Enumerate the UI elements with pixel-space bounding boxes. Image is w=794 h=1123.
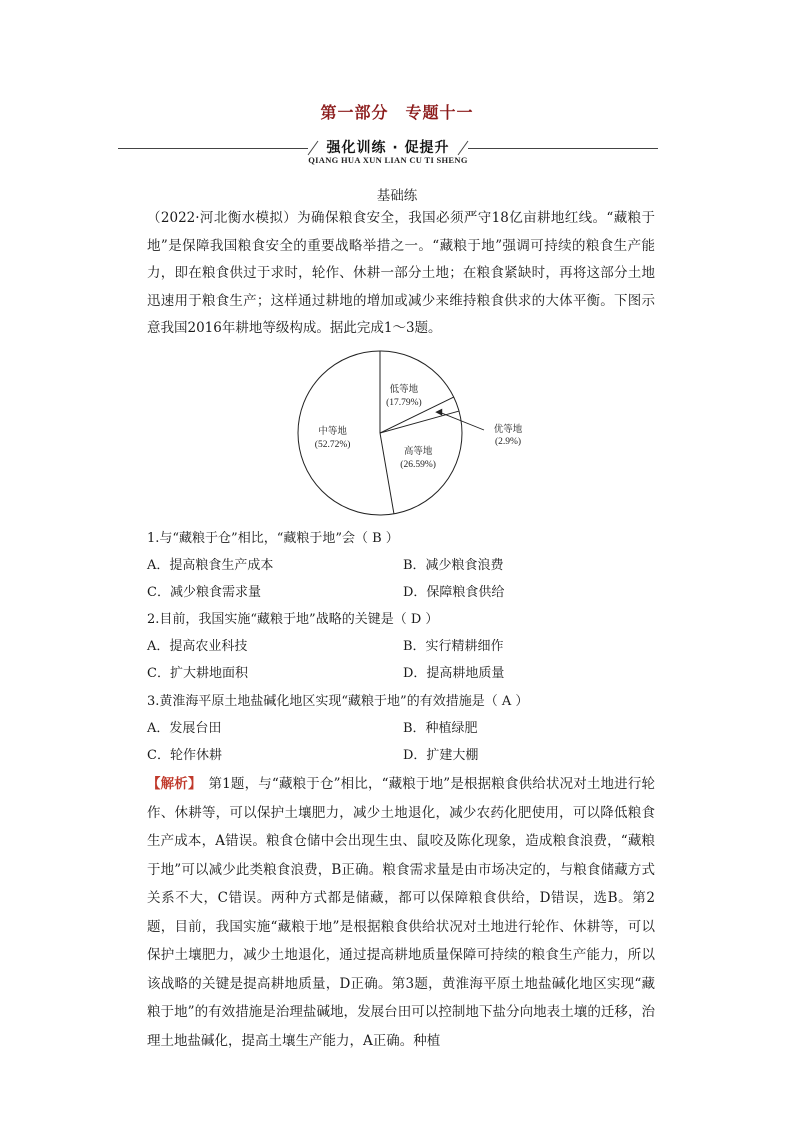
question-3-option-c: C．轮作休耕 — [147, 748, 222, 763]
question-3-stem: 3.黄淮海平原土地盐碱化地区实现“藏粮于地”的有效措施是（ A ） — [147, 694, 529, 709]
pie-label-pct-1: (17.79%) — [386, 397, 422, 408]
pie-label-name-1: 低等地 — [389, 384, 419, 395]
question-1-option-c: C．减少粮食需求量 — [147, 585, 261, 600]
banner-text: 强化训练 · 促提升 — [326, 140, 450, 156]
pie-label-name-4: 中等地 — [318, 427, 347, 438]
document-header-title: 第一部分 专题十一 — [320, 103, 474, 122]
question-1-option-d: D．保障粮食供给 — [403, 585, 505, 600]
pie-label-pct-2: (2.9%) — [494, 437, 522, 447]
pie-label-name-3: 高等地 — [403, 447, 433, 458]
question-1-option-a: A．提高粮食生产成本 — [147, 558, 274, 573]
question-2-stem: 2.目前，我国实施“藏粮于地”战略的关键是（ D ） — [147, 612, 439, 627]
question-1-stem: 1.与“藏粮于仓”相比，“藏粮于地”会（ B ） — [147, 531, 399, 546]
question-3-option-d: D．扩建大棚 — [403, 748, 479, 763]
pie-label-pct-3: (26.59%) — [400, 460, 436, 471]
analysis-paragraph — [147, 770, 655, 1055]
banner — [118, 134, 658, 168]
question-2-option-b: B．实行精耕细作 — [403, 639, 504, 654]
question-3-option-a: A．发展台田 — [147, 721, 222, 736]
analysis-text: 第1题，与“藏粮于仓”相比，“藏粮于地”是根据粮食供给状况对土地进行轮作、休耕等，可以保护土壤肥力，减少土地退化，减少农药化肥使用，可以降低粮食生产成本，A错误。粮食仓储中会出现生虫、鼠咬及陈化现象，造成粮食浪费，“藏粮于地”可以减少此类粮食浪费，B正确。粮食需求量是由市场决定的，与粮食储藏方式关系不大，C错误。两种方式都是储藏，都可以保障粮食供给，D错误，选B。第2题，目前，我国实施“藏粮于地”是根据粮食供给状况对土地进行轮作、休耕等，可以保护土壤肥力，减少土地退化，通过提高耕地质量保障可持续的粮食生产能力，所以该战略的关键是提高耕地质量，D正确。第3题，黄淮海平原土地盐碱化地区实现“藏粮于地”的有效措施是治理盐碱地，发展台田可以控制地下盐分向地表土壤的迁移，治理土地盐碱化，提高土壤生产能力，A正确。种植 — [147, 776, 655, 1049]
section-title: 基础练 — [376, 188, 418, 204]
intro-paragraph: （2022·河北衡水模拟）为确保粮食安全，我国必须严守18亿亩耕地红线。“藏粮于地”是保障我国粮食安全的重要战略举措之一。“藏粮于地”强调可持续的粮食生产能力，即在粮食供过于求时，轮作、休耕一部分土地；在粮食紧缺时，再将这部分土地迅速用于粮食生产；这样通过耕地的增加或减少来维持粮食供求的大体平衡。下图示意我国2016年耕地等级构成。据此完成1～3题。 — [147, 210, 655, 336]
pie-chart — [290, 348, 530, 518]
question-2-option-a: A．提高农业科技 — [147, 639, 248, 654]
question-3-option-b: B．种植绿肥 — [403, 721, 478, 736]
question-2-option-d: D．提高耕地质量 — [403, 666, 505, 681]
pie-chart-svg — [290, 348, 530, 518]
analysis-label: 【解析】 — [147, 776, 195, 792]
banner-subtitle: QIANG HUA XUN LIAN CU TI SHENG — [308, 155, 468, 165]
pie-label-pct-4: (52.72%) — [314, 440, 351, 451]
question-2-option-c: C．扩大耕地面积 — [147, 666, 248, 681]
question-1-option-b: B．减少粮食浪费 — [403, 558, 504, 573]
pie-label-name-2: 优等地 — [493, 425, 523, 435]
